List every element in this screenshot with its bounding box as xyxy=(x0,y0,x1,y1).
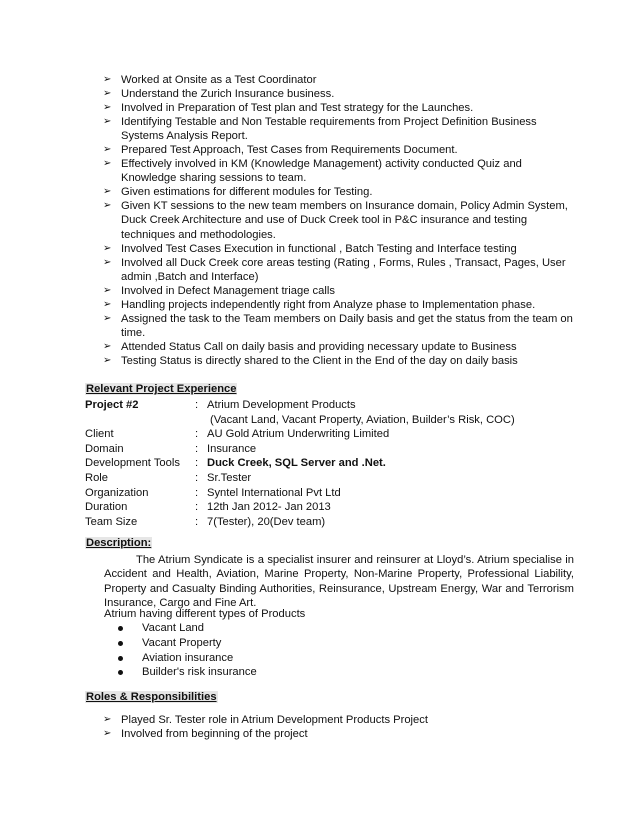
list-item: ➢ Effectively involved in KM (Knowledge Management) activity conducted Quiz and Knowledge sharing sessions to team. xyxy=(103,158,522,185)
list-item: Vacant Land xyxy=(118,621,257,636)
table-row: Development Tools : Duck Creek, SQL Server and .Net. xyxy=(85,457,386,470)
arrow-bullet-icon: ➢ xyxy=(103,74,112,85)
list-item: ➢ Handling projects independently right from Analyze phase to Implementation phase. xyxy=(103,298,536,311)
products-intro: Atrium having different types of Products xyxy=(104,608,306,620)
project-name: Atrium Development Products (Vacant Land, Vacant Property, Aviation, Builder’s Risk, COC) xyxy=(207,399,515,426)
arrow-bullet-icon: ➢ xyxy=(103,144,112,156)
bullet-dot-icon xyxy=(118,656,123,661)
arrow-bullet-icon: ➢ xyxy=(103,242,112,254)
list-item: ➢ Worked at Onsite as a Test Coordinator xyxy=(103,74,317,86)
list-item: Aviation insurance xyxy=(118,651,257,666)
list-item: ➢ Identifying Testable and Non Testable requirements from Project Definition Business Systems Analysis Report. xyxy=(103,116,537,143)
list-item: Builder's risk insurance xyxy=(118,665,257,680)
description-text: The Atrium Syndicate is a specialist insurer and reinsurer at Lloyd’s. Atrium specialise in Accident and Health, Aviation, Marine Property, Non-Marine Property, Professional Liability, Property and Casualty Binding Authorities, Reinsurance, Upstream Energy, War and Terrorism Insurance, Cargo and Fine Art. xyxy=(104,554,574,610)
arrow-bullet-icon: ➢ xyxy=(103,298,112,310)
arrow-bullet-icon: ➢ xyxy=(103,116,112,128)
arrow-bullet-icon: ➢ xyxy=(103,200,112,212)
arrow-bullet-icon: ➢ xyxy=(103,714,112,725)
arrow-bullet-icon: ➢ xyxy=(103,340,112,352)
bullet-dot-icon xyxy=(118,670,123,675)
project-label: Project #2 xyxy=(85,399,139,411)
table-row: Client : AU Gold Atrium Underwriting Limited xyxy=(85,428,390,441)
arrow-bullet-icon: ➢ xyxy=(103,186,112,198)
table-row: Role : Sr.Tester xyxy=(85,471,252,484)
bullet-dot-icon xyxy=(118,641,123,646)
products-list xyxy=(118,621,257,680)
list-item: ➢ Involved from beginning of the project xyxy=(103,728,308,741)
list-item: Vacant Property xyxy=(118,636,257,651)
list-item: ➢ Given estimations for different modules for Testing. xyxy=(103,186,373,199)
table-row: Domain : Insurance xyxy=(85,442,257,455)
list-item: ➢ Testing Status is directly shared to the Client in the End of the day on daily basis xyxy=(103,354,518,367)
list-item: ➢ Involved all Duck Creek core areas testing (Rating , Forms, Rules , Transact, Pages, User admin ,Batch and Interface) xyxy=(103,256,566,283)
list-item: ➢ Involved Test Cases Execution in functional , Batch Testing and Interface testing xyxy=(103,242,517,255)
arrow-bullet-icon: ➢ xyxy=(103,256,112,268)
list-item: ➢ Assigned the task to the Team members on Daily basis and get the status from the team on time. xyxy=(103,312,573,339)
list-item: ➢ Understand the Zurich Insurance business. xyxy=(103,88,335,101)
arrow-bullet-icon: ➢ xyxy=(103,88,112,100)
arrow-bullet-icon: ➢ xyxy=(103,312,112,324)
table-row: Project #2 : Atrium Development Products (Vacant Land, Vacant Property, Aviation, Builder’s Risk, COC) xyxy=(85,399,515,426)
table-row: Organization : Syntel International Pvt Ltd xyxy=(85,486,341,499)
arrow-bullet-icon: ➢ xyxy=(103,158,112,170)
list-item: ➢ Given KT sessions to the new team members on Insurance domain, Policy Admin System, Duck Creek Architecture and use of Duck Creek tool in P&C insurance and testing techniques and methodologies. xyxy=(103,200,568,241)
list-item: ➢ Involved in Defect Management triage calls xyxy=(103,284,335,297)
list-item: ➢ Played Sr. Tester role in Atrium Development Products Project xyxy=(103,714,428,726)
table-row: Duration : 12th Jan 2012- Jan 2013 xyxy=(85,501,331,514)
arrow-bullet-icon: ➢ xyxy=(103,284,112,296)
roles-heading: Roles & Responsibilities xyxy=(86,691,217,703)
list-item: ➢ Prepared Test Approach, Test Cases from Requirements Document. xyxy=(103,144,458,157)
arrow-bullet-icon: ➢ xyxy=(103,354,112,366)
project-info-table xyxy=(85,398,515,529)
relevant-experience-heading: Relevant Project Experience xyxy=(86,383,237,395)
list-item: ➢ Attended Status Call on daily basis and providing necessary update to Business xyxy=(103,340,517,353)
arrow-bullet-icon: ➢ xyxy=(103,728,112,740)
roles-list xyxy=(105,713,575,742)
list-item: ➢ Involved in Preparation of Test plan and Test strategy for the Launches. xyxy=(103,102,474,115)
bullet-dot-icon xyxy=(118,626,123,631)
arrow-bullet-icon: ➢ xyxy=(103,102,112,114)
table-row: Team Size : 7(Tester), 20(Dev team) xyxy=(85,515,326,528)
responsibilities-list xyxy=(105,73,575,368)
description-heading: Description: xyxy=(86,537,152,549)
